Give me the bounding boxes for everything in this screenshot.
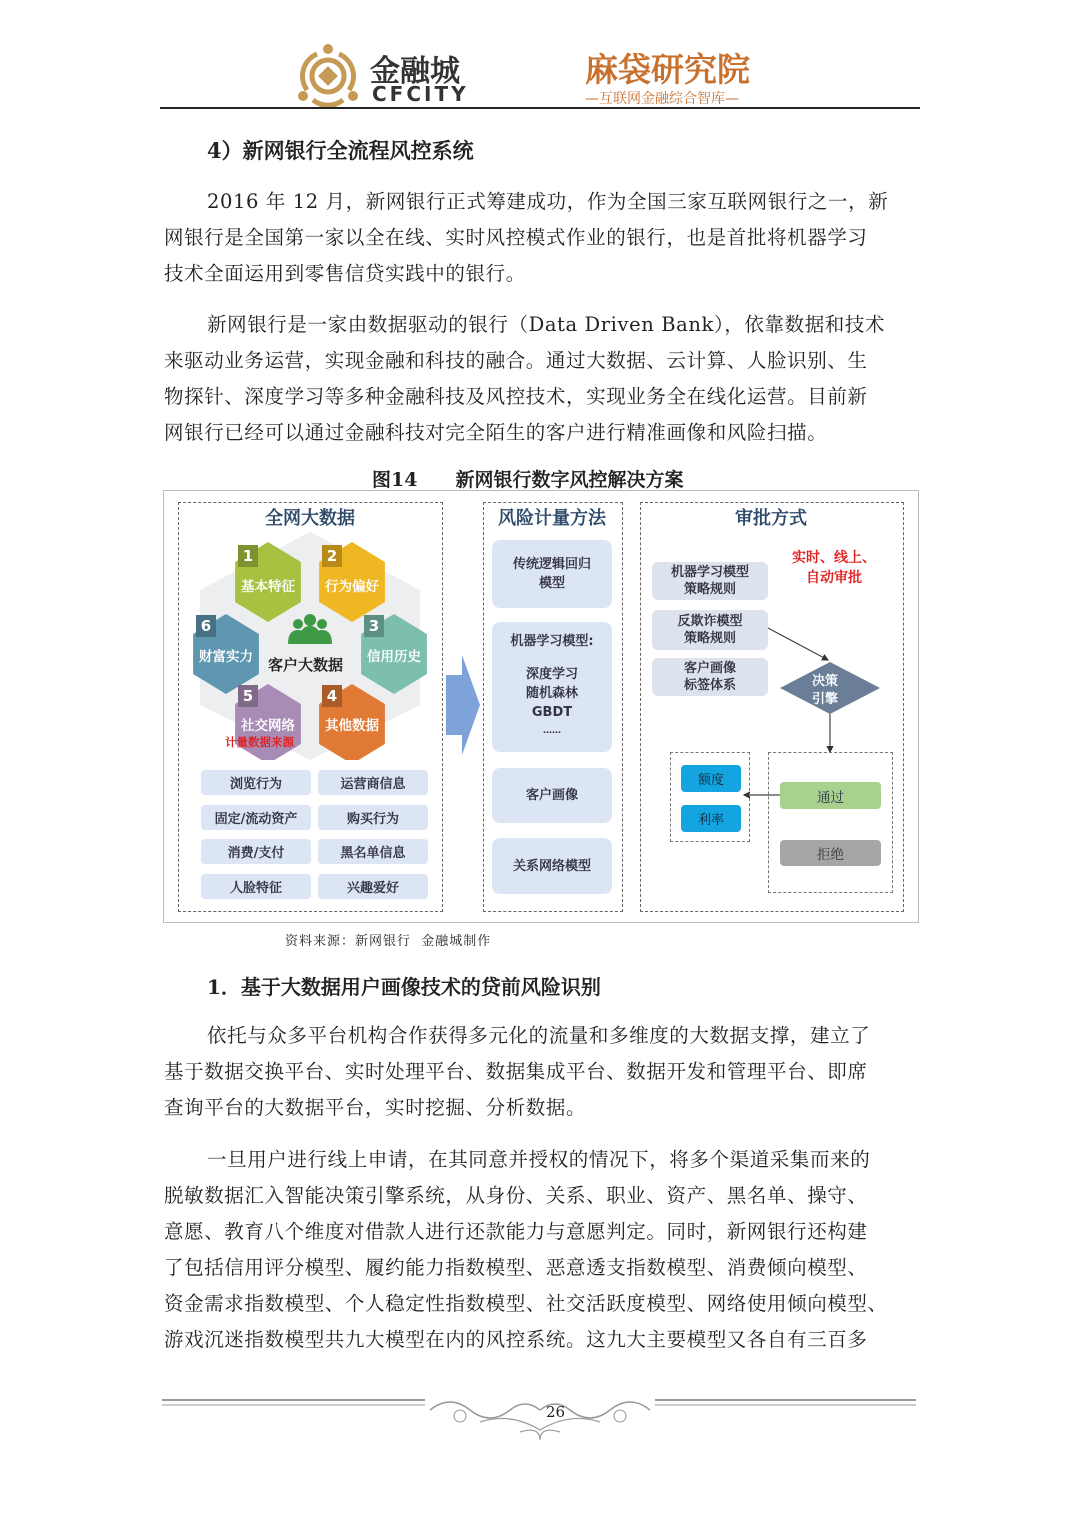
text-line: 2016 年 12 月，新网银行正式筹建成功，作为全国三家互联网银行之一，新 (207, 190, 889, 213)
hex-label: 其他数据 (325, 718, 379, 734)
logo-right: 麻袋研究院 (585, 50, 750, 89)
engine-text: 决策 (812, 674, 839, 689)
rule-text: 反欺诈模型 (677, 614, 743, 629)
method-box (492, 838, 612, 894)
figure-caption: 图14 新网银行数字风控解决方案 (372, 469, 684, 491)
method-text: 客户画像 (525, 788, 578, 803)
hex-number: 1 (238, 545, 258, 567)
data-tag: 消费/支付 (201, 839, 311, 864)
text-line: 资金需求指数模型、个人稳定性指数模型、社交活跃度模型、网络使用倾向模型、 (164, 1292, 888, 1315)
text-line: 技术全面运用到零售信贷实践中的银行。 (164, 262, 526, 285)
text-line: 新网银行是一家由数据驱动的银行（Data Driven Bank），依靠数据和技术 (207, 313, 886, 336)
method-box (492, 768, 612, 823)
hex-number: 4 (322, 685, 342, 707)
red-note-line: 实时、线上、 (792, 550, 876, 566)
pass-box: 通过 (780, 782, 881, 809)
method-text: 深度学习 (525, 667, 578, 682)
hex-label: 社交网络 (241, 718, 295, 734)
hex-number: 3 (364, 615, 384, 637)
rate-box: 利率 (681, 805, 741, 832)
method-text: GBDT (531, 705, 573, 720)
footer-ornament-icon (160, 1392, 920, 1447)
text-line: 查询平台的大数据平台，实时挖掘、分析数据。 (164, 1096, 587, 1119)
logo-right-sub: —互联网金融综合智库— (585, 91, 739, 107)
text-line: 网银行已经可以通过金融科技对完全陌生的客户进行精准画像和风险扫描。 (164, 421, 828, 444)
hex-number: 6 (196, 615, 216, 637)
approval-red-note (792, 548, 876, 588)
text-line: 网银行是全国第一家以全在线、实时风控模式作业的银行，也是首批将机器学习 (164, 226, 868, 249)
text-line: 一旦用户进行线上申请，在其同意并授权的情况下，将多个渠道采集而来的 (207, 1148, 871, 1171)
text-line: 脱敏数据汇入智能决策引擎系统，从身份、关系、职业、资产、黑名单、操守、 (164, 1184, 868, 1207)
header-rule (160, 107, 920, 109)
text-line: 基于数据交换平台、实时处理平台、数据集成平台、数据开发和管理平台、即席 (164, 1060, 868, 1083)
rule-box (652, 562, 768, 600)
hex-label: 基本特征 (241, 579, 295, 595)
logo-left-en: CFCITY (372, 82, 469, 106)
data-tag: 浏览行为 (201, 770, 311, 795)
reject-box: 拒绝 (780, 840, 881, 866)
method-text: …… (543, 726, 561, 736)
logo-left-cn: 金融城 (370, 54, 460, 89)
method-text: 随机森林 (525, 686, 578, 701)
big-data-title: 全网大数据 (265, 508, 355, 529)
hex-label: 财富实力 (199, 649, 253, 665)
data-tag: 运营商信息 (318, 770, 428, 795)
result-box (768, 752, 893, 893)
risk-method-title: 风险计量方法 (498, 508, 606, 529)
hex-number: 2 (322, 545, 342, 567)
page-number: 26 (546, 1403, 566, 1421)
right-arrow-icon (446, 655, 480, 755)
engine-text: 引擎 (812, 692, 839, 707)
method-text: 传统逻辑回归 (512, 557, 591, 572)
text-line: 物探针、深度学习等多种金融科技及风控技术，实现业务全在线化运营。目前新 (164, 385, 868, 408)
red-note-line: 自动审批 (806, 570, 862, 586)
text-line: 了包括信用评分模型、履约能力指数模型、恶意透支指数模型、消费倾向模型、 (164, 1256, 868, 1279)
text-line: 游戏沉迷指数模型共九大模型在内的风控系统。这九大主要模型又各自有三百多 (164, 1328, 868, 1351)
rule-text: 机器学习模型 (670, 565, 749, 580)
rule-text: 客户画像 (683, 661, 736, 676)
method-text: 模型 (538, 576, 565, 591)
method-text: 机器学习模型: (510, 634, 594, 649)
method-box (492, 622, 612, 752)
text-line: 依托与众多平台机构合作获得多元化的流量和多维度的大数据支撑，建立了 (207, 1024, 871, 1047)
red-note: 计量数据来源 (225, 735, 294, 749)
section-heading: 4）新网银行全流程风控系统 (207, 138, 474, 163)
subheading: 1．基于大数据用户画像技术的贷前风险识别 (207, 975, 601, 999)
cfcity-logo-icon (293, 40, 363, 108)
center-label: 客户大数据 (268, 656, 344, 674)
hex-label: 信用历史 (367, 649, 421, 665)
arrow-to-engine (768, 628, 828, 660)
data-tag: 人脸特征 (201, 874, 311, 899)
data-tag: 黑名单信息 (318, 839, 428, 864)
rule-text: 标签体系 (683, 678, 736, 693)
data-tag: 固定/流动资产 (201, 805, 311, 830)
decision-engine-label (812, 673, 838, 709)
text-line: 意愿、教育八个维度对借款人进行还款能力与意愿判定。同时，新网银行还构建 (164, 1220, 868, 1243)
rule-text: 策略规则 (683, 582, 736, 597)
approval-title: 审批方式 (735, 508, 807, 529)
figure-source: 资料来源：新网银行 金融城制作 (285, 934, 492, 949)
method-text: 关系网络模型 (512, 858, 591, 874)
rule-text: 策略规则 (683, 631, 736, 646)
data-tag: 购买行为 (318, 805, 428, 830)
hex-label: 行为偏好 (325, 579, 379, 595)
method-box (492, 540, 612, 608)
hex-number: 5 (238, 685, 258, 707)
data-tag: 兴趣爱好 (318, 874, 428, 899)
quota-box: 额度 (681, 765, 741, 792)
text-line: 来驱动业务运营，实现金融和科技的融合。通过大数据、云计算、人脸识别、生 (164, 349, 868, 372)
